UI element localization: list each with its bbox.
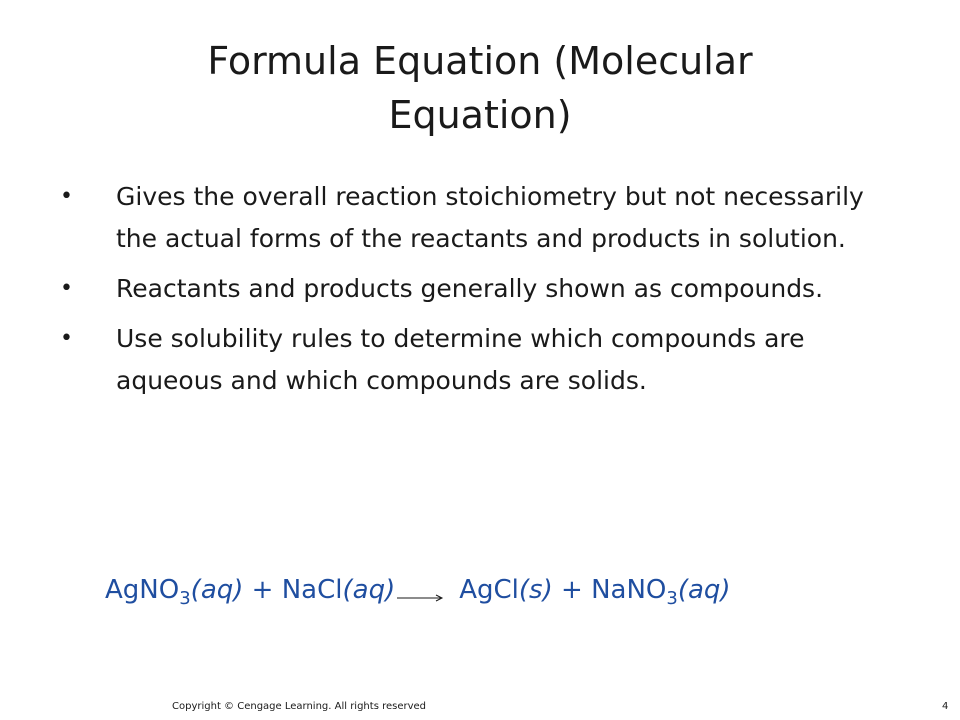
reactant-2-formula: NaCl (281, 575, 343, 605)
slide-title: Formula Equation (Molecular Equation) (207, 39, 753, 137)
product-1-state: (s) (518, 575, 553, 605)
bullet-dot-icon: • (60, 326, 73, 351)
reactant-2-state: (aq) (342, 575, 396, 605)
bullet-text: Reactants and products generally shown as compounds. (116, 274, 824, 303)
chemical-equation (105, 570, 731, 610)
reactant-1-formula: AgNO (105, 575, 180, 605)
copyright-footer: Copyright © Cengage Learning. All rights reserved (172, 701, 427, 712)
product-2-state: (aq) (677, 575, 731, 605)
page-number: 4 (942, 701, 949, 712)
reactant-1-subscript: 3 (179, 588, 191, 609)
reactant-1-state: (aq) (190, 575, 244, 605)
bullet-dot-icon: • (60, 276, 73, 301)
bullet-item (60, 268, 900, 310)
product-2-formula: NaNO (591, 575, 667, 605)
product-1-formula: AgCl (459, 575, 519, 605)
reaction-arrow-icon (395, 584, 445, 604)
bullet-text: Use solubility rules to determine which compounds are aqueous and which compounds are solids. (116, 324, 805, 395)
bullet-list (60, 176, 900, 410)
plus-sign: + (243, 575, 282, 605)
product-2-subscript: 3 (666, 588, 678, 609)
bullet-dot-icon: • (60, 184, 73, 209)
plus-sign: + (552, 575, 592, 605)
bullet-item (60, 176, 900, 260)
bullet-item (60, 318, 900, 402)
bullet-text: Gives the overall reaction stoichiometry but not necessarily the actual forms of the reactants and products in solution. (116, 182, 864, 253)
